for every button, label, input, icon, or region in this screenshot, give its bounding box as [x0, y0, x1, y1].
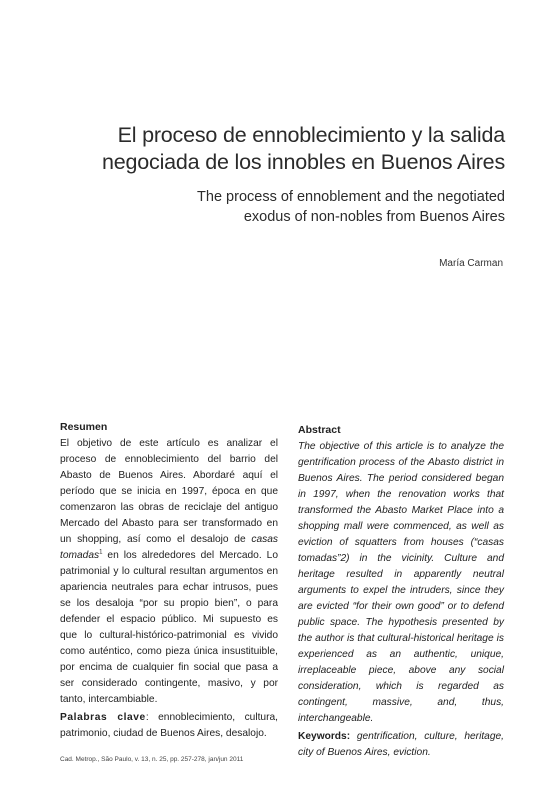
resumen-italic-term: casas tomadas — [60, 534, 278, 561]
resumen-keywords-label: Palabras clave — [60, 712, 146, 723]
english-title — [102, 188, 505, 227]
title-block — [102, 122, 505, 227]
resumen-text-part-2: en los alrededores del Mercado. Lo patrimonial y lo cultural resultan argumentos en apariencia neutrales para echar intrusos, pues se los desaloja “por su propio bien”, o para defender el espacio público. Mi supuesto es que lo cultural-histórico-patrimonial es vivido como auténtico, como pieza única insustituible, por encima de cualquier fin social que pasa a ser considerado contingente, masivo, y por tanto, intercambiable. — [60, 550, 278, 705]
abstract-keywords-text: gentrification, culture, heritage, city of Buenos Aires, eviction. — [298, 731, 504, 758]
spanish-title-line-1: El proceso de ennoblecimiento y la salida — [117, 123, 505, 147]
resumen-text — [60, 436, 278, 708]
abstract-section — [298, 419, 504, 761]
abstract-text: The objective of this article is to analyze the gentrification process of the Abasto district in Buenos Aires. The period considered began in 1997, when the renovation works that transformed the Abasto Market Place into a shopping mall were commenced, as well as eviction of squatters from houses (“casas tomadas”2) in the vicinity. Culture and heritage resulted in apparently neutral arguments to expel the intruders, since they are evicted “for their own good” or to defend public space. The hypothesis presented by the author is that cultural-historical heritage is experienced as an authentic, unique, irreplaceable piece, above any social consideration, which is regarded as contingent, massive, and, thus, interchangeable. — [298, 441, 504, 724]
journal-citation-footer: Cad. Metrop., São Paulo, v. 13, n. 25, pp. 257-278, jan/jun 2011 — [60, 756, 244, 763]
abstract-heading: Abstract — [298, 424, 341, 436]
footnote-marker: 1 — [99, 549, 103, 556]
resumen-keywords — [60, 710, 278, 742]
abstract-keywords-label: Keywords: — [298, 731, 351, 742]
abstract-keywords — [298, 729, 504, 761]
spanish-title-line-2: negociada de los innobles en Buenos Aires — [102, 150, 505, 174]
english-title-line-1: The process of ennoblement and the negotiated — [197, 189, 505, 205]
english-title-line-2: exodus of non-nobles from Buenos Aires — [243, 208, 505, 225]
resumen-heading: Resumen — [60, 421, 108, 433]
resumen-text-part-1: El objetivo de este artículo es analizar el proceso de ennoblecimiento del barrio del Abasto de Buenos Aires. Abordaré aquí el período que se inicia en 1997, época en que comenzaron las obras de reciclaje del antiguo Mercado del Abasto para ser transformado en un shopping, así como el desalojo de — [60, 438, 278, 545]
resumen-keywords-text: : ennoblecimiento, cultura, patrimonio, ciudad de Buenos Aires, desalojo. — [60, 712, 278, 739]
resumen-section — [60, 419, 278, 742]
spanish-title — [102, 122, 505, 176]
author-name: María Carman — [439, 258, 503, 269]
